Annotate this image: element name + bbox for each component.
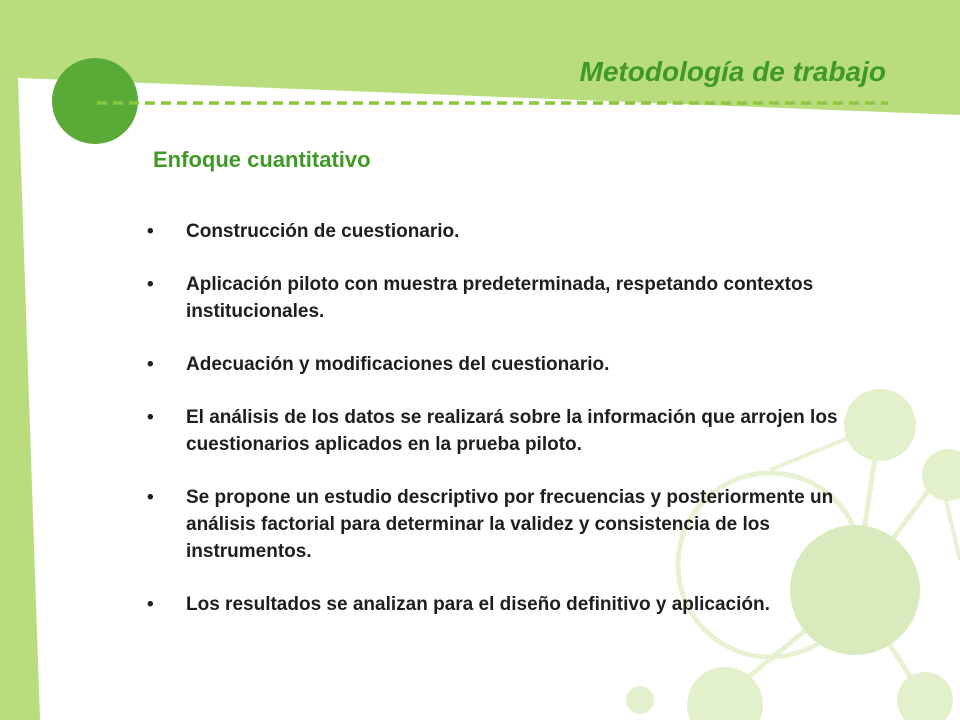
bullet-marker: •: [147, 274, 154, 295]
molecule-node: [626, 686, 654, 714]
bullet-marker: •: [147, 354, 154, 375]
bullet-item: [145, 218, 885, 245]
bullet-item: [145, 271, 885, 325]
bullet-text: Los resultados se analizan para el diseño definitivo y aplicación.: [186, 594, 770, 615]
bullet-list: [145, 218, 885, 644]
title-accent-circle: [52, 58, 138, 144]
bullet-text: Aplicación piloto con muestra predeterminada, respetando contextos institucionales.: [186, 274, 814, 322]
bullet-marker: •: [147, 407, 154, 428]
bullet-marker: •: [147, 221, 154, 242]
bullet-text: Construcción de cuestionario.: [186, 221, 460, 242]
bullet-marker: •: [147, 594, 154, 615]
bullet-text: Adecuación y modificaciones del cuestionario.: [186, 354, 610, 375]
bullet-item: [145, 591, 885, 618]
bullet-marker: •: [147, 487, 154, 508]
bullet-text: El análisis de los datos se realizará sobre la información que arrojen los cuestionarios aplicados en la prueba piloto.: [186, 407, 838, 455]
bullet-item: [145, 484, 885, 565]
bullet-item: [145, 404, 885, 458]
bullet-text: Se propone un estudio descriptivo por frecuencias y posteriormente un análisis factorial para determinar la validez y consistencia de los instrumentos.: [186, 487, 834, 562]
section-subtitle: Enfoque cuantitativo: [153, 147, 371, 172]
slide-title: Metodología de trabajo: [579, 56, 886, 87]
bullet-item: [145, 351, 885, 378]
